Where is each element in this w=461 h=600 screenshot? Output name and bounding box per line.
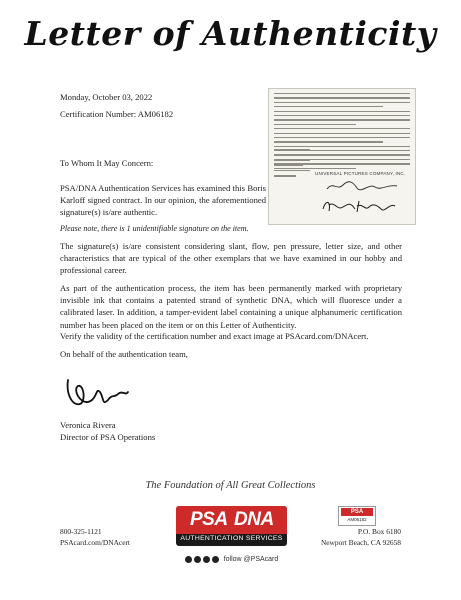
contract-side-lines [274, 149, 310, 181]
certification-sticker [338, 506, 376, 526]
social-links [176, 556, 287, 563]
karloff-signature [321, 197, 397, 215]
instagram-icon[interactable] [203, 556, 210, 563]
psa-dna-logo [176, 506, 287, 546]
verification-paragraph: Verify the validity of the certification number and exact image at PSAcard.com/DNAcert. [60, 331, 369, 341]
letter-title: Letter of Authenticity [24, 14, 437, 53]
examination-paragraph: PSA/DNA Authentication Services has examined this Boris Karloff signed contract. In our opinion, the aforementioned signature(s) is/are authentic. [60, 183, 266, 218]
po-box: P.O. Box 6180 [357, 527, 401, 536]
signer-name: Veronica Rivera [60, 420, 116, 430]
sticker-brand: PSA [341, 508, 373, 516]
city-address: Newport Beach, CA 92658 [320, 537, 401, 547]
certification-number: Certification Number: AM06182 [60, 109, 174, 119]
closing-line: On behalf of the authentication team, [60, 349, 188, 359]
footer-contact [60, 527, 130, 548]
contract-company: UNIVERSAL PICTURES COMPANY, INC. [315, 171, 406, 176]
twitter-icon[interactable] [194, 556, 201, 563]
signer-title: Director of PSA Operations [60, 432, 156, 442]
sticker-number: AM06182 [347, 517, 367, 522]
footer-address [321, 527, 401, 548]
consistency-paragraph: The signature(s) is/are consistent considering slant, flow, pen pressure, letter size, and other characteristics that are typical of the other exemplars that we have examined in our hobby and professional career. [60, 241, 402, 276]
facebook-icon[interactable] [185, 556, 192, 563]
youtube-icon[interactable] [212, 556, 219, 563]
phone-number: 800-325-1121 [60, 527, 102, 536]
logo-subtitle: AUTHENTICATION SERVICES [180, 535, 283, 542]
logo-dna-text: DNA [234, 509, 274, 530]
tagline: The Foundation of All Great Collections [145, 480, 316, 491]
signature-note: Please note, there is 1 unidentifiable signature on the item. [60, 224, 249, 233]
salutation: To Whom It May Concern: [60, 158, 154, 168]
company-signature [325, 179, 399, 193]
dna-marking-paragraph: As part of the authentication process, the item has been permanently marked with proprietary invisible ink that contains a patented strand of synthetic DNA, which will fluoresce under a calibrated laser. In addition, a tamper-evident label containing a unique alphanumeric certification number has been placed on the item or on this Letter of Authenticity. [60, 283, 402, 330]
website-link[interactable]: PSAcard.com/DNAcert [60, 537, 130, 547]
social-handle[interactable]: follow @PSAcard [223, 556, 279, 563]
logo-psa-text: PSA [190, 509, 228, 530]
contract-image [268, 88, 416, 225]
director-signature [62, 374, 132, 416]
letter-date: Monday, October 03, 2022 [60, 92, 153, 102]
